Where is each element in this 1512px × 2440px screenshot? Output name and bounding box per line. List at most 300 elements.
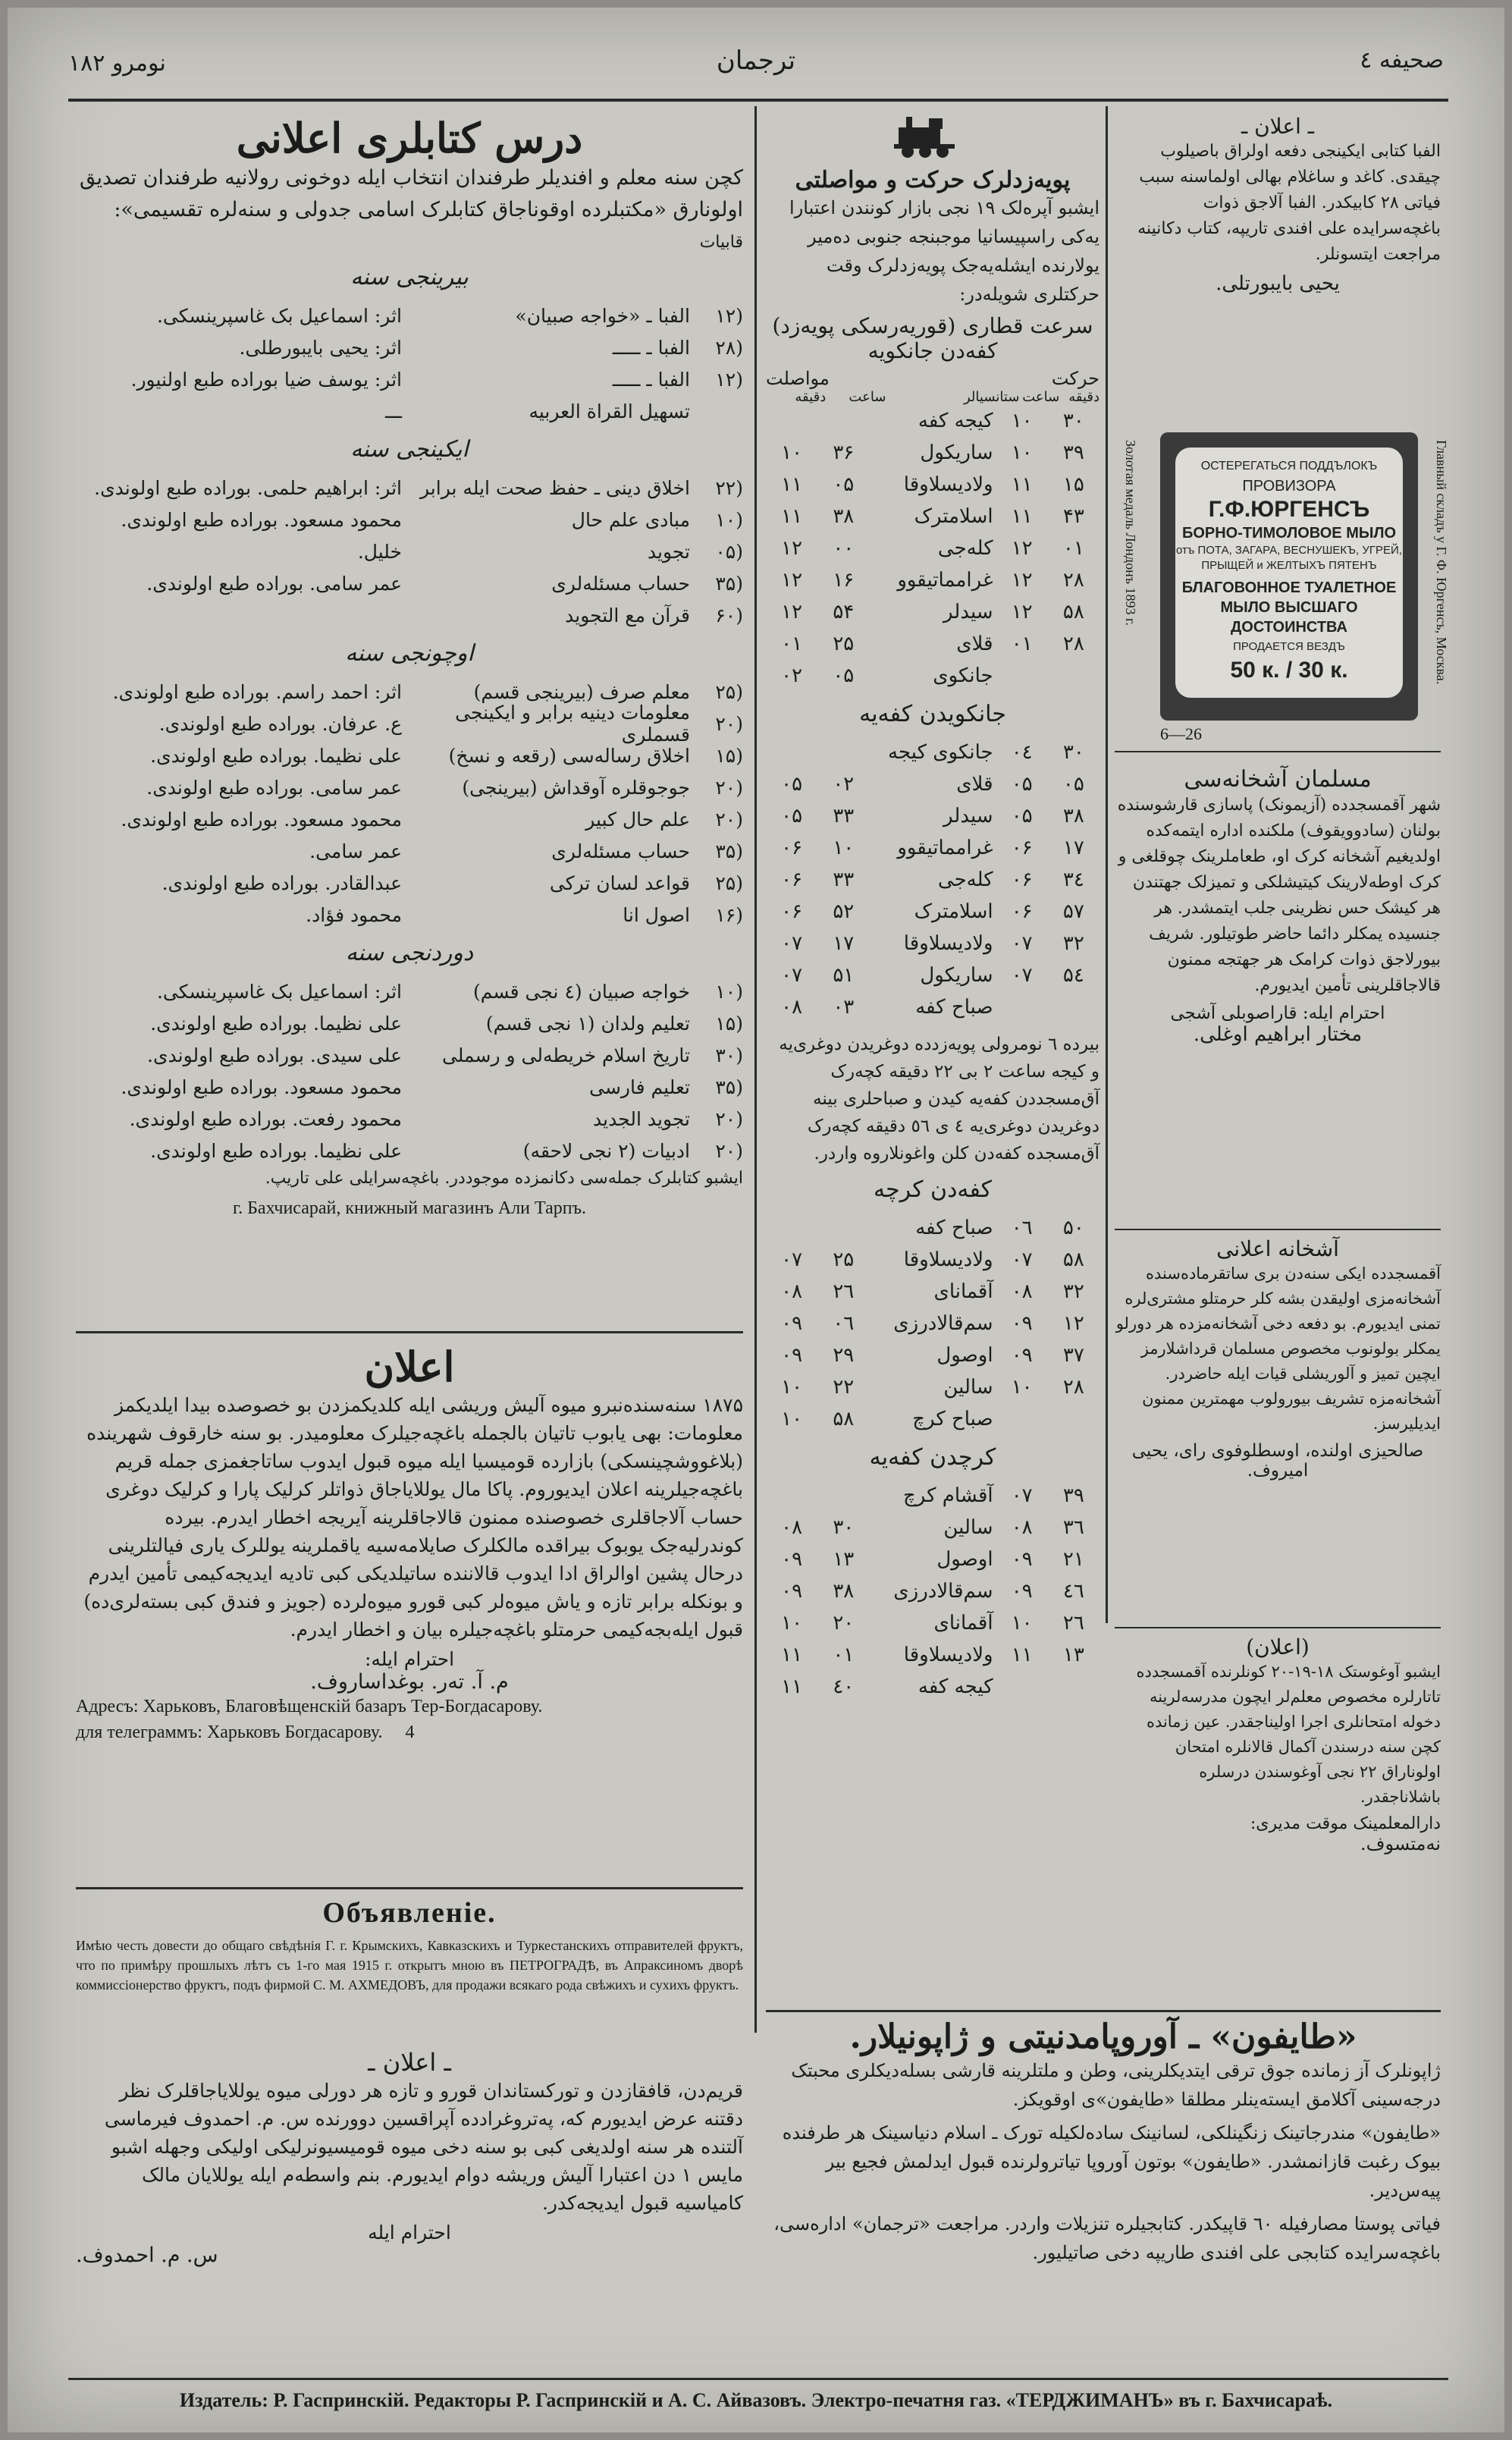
timetable-row [766,660,1099,692]
soap-advertisement [1160,432,1418,721]
station-name: ولادیسلاوقا [903,473,993,496]
year1-title: بیرینجی سنه [350,264,469,290]
time-cell: ۰۹ [1011,1312,1033,1335]
commission-ad-body: قریم‌دن، قافقازدن و تورکستاندان قورو و تازه هر دورلی میوه یوللایاجاقلرک نظر دقتنه عرض ایدیورم که، پەتروغرادده آپراقسین دوورنده س. م. احمدوف فیرماسی آلتنده هر سنه اولدیغی کبی بو سنه دخی میوه قومیسیونرلیکی اولیکی وجهله اشبو مایس ۱ دن اعتبارا آلیش وریشه دوام ایدیورم. بنم واسطه‌م ایله یوللایان مالک کامیاسیه قبول ایدیجه‌کدر. [104,2080,743,2214]
ru-announcement [76,1896,743,2001]
time-cell: ۲٦ [1062,1612,1084,1635]
departure-header: حرکت [1051,368,1099,389]
time-cell: ۳۳ [833,868,855,891]
time-cell: ۳۷ [1062,1344,1084,1367]
ru-announcement-title: Объявленіе. [322,1897,497,1929]
train-schedule-title: پویەزدلرک حرکت و مواصلتی [795,167,1071,193]
time-cell: ۵۷ [1062,900,1084,923]
list-item: تسهیل القراة العربیه ـــ [385,400,690,422]
timetable-row [766,1403,1099,1435]
commission-ad [76,2048,743,2267]
timetable-row [766,564,1099,596]
time-cell: ۵٤ [1062,964,1084,987]
station-name: غرامماتیقوو [897,837,993,859]
station-name: سم‌قالادرزی [893,1312,993,1335]
time-cell: ۱۲ [781,601,803,623]
time-cell: ۱۱ [1011,505,1033,528]
time-cell: ۰۹ [781,1312,803,1335]
timetable-row [766,959,1099,991]
timetable-row [766,1276,1099,1308]
restaurant-ad-title: آشخانه اعلانی [1216,1236,1339,1261]
time-cell: ۲۹ [833,1344,855,1367]
station-name: اوصول [936,1548,993,1571]
canteen-ad-title: مسلمان آشخانه‌سی [1184,766,1372,793]
arrival-header: مواصلت [766,368,830,389]
timetable-row [766,1607,1099,1639]
station-name: کله‌جی [937,868,993,891]
list-item: (۳۰ تاریخ اسلام خریطه‌لی و رسملی علی سیدی. بوراده طبع اولوندی. [147,1044,743,1066]
soap-side-text-right: Главный складъ у Г. Ф. Юргенсъ, Москва. [1434,440,1449,685]
canteen-ad [1115,766,1441,1046]
time-cell: ۰٦ [833,1312,855,1335]
time-cell: ۰۲ [781,664,803,687]
time-cell [817,1480,869,1512]
section-label: قابیات [699,233,743,252]
list-item: (۲۰ تجوید الجدید محمود رفعت. بوراده طبع اولوندی. [129,1107,743,1130]
time-cell: ۱۲ [1011,537,1033,560]
time-cell: ۲۲ [833,1376,855,1399]
time-cell: ۰۵ [833,473,855,496]
timetable-row [766,1480,1099,1512]
station-name: آقمانای [933,1280,993,1303]
express-train-subtitle: سرعت قطاری (قوریەرسکی پویەزد) [772,313,1093,338]
timetable-row [766,896,1099,928]
station-name: کیجه کفه [918,1675,993,1698]
timetable-row [766,991,1099,1023]
time-cell: ۱۱ [781,505,803,528]
ru-announcement-body: Имѣю честь довести до общаго свѣдѣнія Г. г. Крымскихъ, Кавказскихъ и Туркестанскихъ отправителей фруктъ, что по примѣру прошлыхъ лѣтъ съ 1-го мая 1915 г. открытъ мною въ ПЕТРОГРАДѢ, въ Апраксиномъ дворѣ коммиссіонерство фруктъ, подъ фирмой С. М. АХМЕДОВЪ, для продажи всякаго рода свѣжихъ и сухихъ фруктъ. [76,1938,743,1993]
time-cell [766,736,817,768]
time-cell [766,1480,817,1512]
time-cell: ۲۰ [833,1612,855,1635]
time-cell: ۰۷ [1011,1248,1033,1271]
time-cell [817,736,869,768]
station-name: جانکوی کیجه [888,741,993,764]
list-item: (۱۲ الفبا ـ «خواجه صبیان» اثر: اسماعیل بک غاسپرینسکی. [156,304,743,327]
time-cell: ۱۲ [1011,569,1033,592]
time-cell: ۰۷ [1011,932,1033,955]
list-item: (۳۵ تعلیم فارسی محمود مسعود. بوراده طبع اولوندی. [121,1076,743,1098]
timetable-row [766,1244,1099,1276]
timetable-col-headers: دقیقه ساعت ستانسیالر ساعت دقیقه [795,389,1099,405]
time-cell: ۲۵ [833,633,855,655]
timetable-row [766,1512,1099,1543]
fruit-ad-body: ۱۸۷۵ سنه‌سنده‌نبرو میوه آلیش وریشی ایله کلدیکمزدن بو خصوصده بیدا ایلدیکمز معلومات: بهی یابوب تاتیان بالجمله باغچه‌جیلرک معلومیدر. بو سنه خارقوف شهرینده (بلاغووشچینسکی) بازارده قومیسیا ایله میوه قبول ایدوب ساتاجغمزی جمله قریم باغچه‌جیلرینه اعلان ایدیوروم. پاکا مال یوللایاجاق ذواتلر کرلیک پارا و کرلیک دوغری حساب آلاجاقلری خصوصنده ممنون قالاجاقلرینه آیریجه اخطار ایدرم. بیرده کوندرلیه‌جک یوبوک بیراقده مالکلرک صایلامه‌سیه یاقملرینه یوللرک یاری فیالتلرینی درحال پشین اوالراق ادا ایدوب قالاننده ساتیلدیکی کبی تادیه ایدیجه‌کیمی تأمین ایدرم و بونکله برابر تازه و یاش میوه‌لر کبی قورو میوه‌لرده (جویز و فندق کبی بستەلری‌ده) قبول ایله‌بجه‌کیمی حرمتلو باغچه‌جیلره بیان و اخطار ایدرم. [83,1394,743,1641]
time-cell [766,405,817,437]
time-cell: ۱۰ [1011,1612,1033,1635]
timetable-row [766,437,1099,469]
time-cell: ۵۸ [833,1408,855,1430]
timetable-row [766,832,1099,864]
time-cell: ۰۸ [781,996,803,1019]
time-cell: ۱۰ [781,441,803,464]
section-rule [76,1887,743,1889]
section-rule [766,2010,1441,2012]
time-cell: ۰۷ [1011,1484,1033,1507]
time-cell: ۰۹ [781,1580,803,1603]
fruit-ad-name: م. آ. تەر. بوغداساروف. [310,1670,509,1694]
time-cell: ۲۸ [1062,1376,1084,1399]
list-item: (۱۵ تعلیم ولدان (۱ نجی قسم) علی نظیما. بوراده طبع اولوندی. [150,1012,743,1035]
list-item: (۲۲ اخلاق دینی ـ حفظ صحت ایله برابر اثر: ابراهیم حلمی. بوراده طبع اولوندی. [94,476,743,499]
time-cell: ۲۸ [1062,569,1084,592]
imprint-footer: Издатель: Р. Гаспринскій. Редакторы Р. Гаспринскій и А. С. Айвазовъ. Электро-печатня газ. «ТЕРДЖИМАНЪ» въ г. Бахчисараѣ. [179,2389,1333,2411]
time-cell: ۵۴ [833,601,855,623]
station-name: صباح کرچ [912,1408,993,1430]
issue-number: نومرو ۱۸۲ [68,50,166,77]
time-cell: ۳۰ [833,1516,855,1539]
alphabet-ad-body: الفبا کتابی ایکینجی دفعه اولراق باصیلوب چیقدی. کاغد و ساغلام بهالی اولماسنه سبب فیاتی ۲۸ کابیکدر. الفبا آلاجق ذوات باغچه‌سرایده علی افندی تاریپه، کتاب دکانینه مراجعت ایتسونلر. [1137,142,1441,264]
time-cell [996,660,1048,692]
station-name: غرامماتیقوو [897,569,993,592]
timetable-kerch-feodosia [766,1480,1099,1703]
soap-ad-code: 6—26 [1160,724,1202,743]
list-item: (۱۰ مبادی علم حال محمود مسعود. بوراده طبع اولوندی. [121,508,743,531]
list-item: (۲۰ علم حال کبیر محمود مسعود. بوراده طبع اولوندی. [121,808,743,831]
list-item: (۳۵ حساب مسئلەلری عمر سامی. بوراده طبع اولوندی. [146,572,743,595]
station-name: اسلامترک [914,505,993,528]
column-divider-left [754,106,757,2033]
alphabet-ad-title: ـ اعلان ـ [1241,114,1314,139]
station-name: سالین [943,1376,993,1399]
taifun-ad-body3: فیاتی پوستا مصارفیله ٦۰ قاپیکدر. کتابجیلره تنزیلات واردر. مراجعت «ترجمان» اداره‌سی، باغچه‌سرایده کتابجی علی افندی طاریپه دخی صاتیلیور. [773,2213,1441,2263]
timetable-row [766,1639,1099,1671]
soap-side-text-left: Золотая медаль Лондонъ 1893 г. [1123,440,1138,626]
station-name: ولادیسلاوقا [903,1644,993,1666]
timetable-row [766,1212,1099,1244]
timetable-row [766,736,1099,768]
route-subtitle-2: جانکویدن کفه‌یه [859,701,1006,727]
list-item: (۳۵ حساب مسئلەلری عمر سامی. [309,840,743,862]
timetable-row [766,532,1099,564]
timetable-feodosia-kerch [766,1212,1099,1435]
exam-ad-sign: دارالمعلمینک موقت مدیری: [1250,1814,1441,1833]
exam-ad [1115,1635,1441,1854]
time-cell: ۵۰ [1062,1217,1084,1239]
route-subtitle: کفه‌دن جانکویه [867,338,998,363]
route-subtitle-4: کرچدن کفه‌یه [869,1444,996,1471]
timetable-row [766,1371,1099,1403]
time-cell: ۳۸ [833,505,855,528]
time-cell: ۰۹ [1011,1580,1033,1603]
taifun-ad-body2: «طایفون» مندرجاتینک زنگینلکی، لسانینک ساده‌لکیله تورک ـ اسلام دنیاسینک هر طرفنده بیوک رغبت قازانمشدر. «طایفون» بوتون آوروپا تیاترولرنده قبول ایدلمش فجیع بیر پیەس‌دیر. [782,2122,1441,2201]
newspaper-page [8,8,1504,2432]
time-cell: ۱۱ [1011,473,1033,496]
train-schedule-intro: ایشبو آپرەلک ۱۹ نجی بازار کونندن اعتبارا یەکی راسپیسانیا موجبنجه جنوبی دەمیر یولارنده ایشله‌یه‌جک پویەزدلرک وقت حرکتلری شویله‌در: [789,197,1099,305]
time-cell: ۰۱ [1011,633,1033,655]
time-cell: ۳۲ [1062,1280,1084,1303]
locomotive-icon [891,114,959,159]
time-cell: ۰۶ [1011,837,1033,859]
route-subtitle-3: کفه‌دن کرچه [874,1176,992,1203]
exam-ad-body: ایشبو آوغوستک ۱۸-۱۹-۲۰ کونلرنده آقمسجدده تاتارلره مخصوص معلم‌لر ایچون مدرسه‌لرینه دخوله امتحانلری اجرا اولیناجقدر. عین زمانده کچن سنه درسندن آکمال قالانلره امتحان اولوناراق ۲۲ نجی آوغوسندن درسلره باشلاناجقدر. [1136,1663,1441,1806]
time-cell: ۱۰ [1011,441,1033,464]
time-cell: ۰۳ [833,996,855,1019]
station-name: کیجه کفه [918,410,993,432]
timetable-note: بیرده ٦ نومرولی پویەزدده دوغریدن دوغری‌یه و کیجه ساعت ۲ بی ۲۲ دقیقه کچه‌رک آق‌مسجددن کفه‌یه کیدن و صباحلری بینه دوغریدن دوغری‌یه ٤ ی ٥٦ دقیقه کچه‌رک آق‌مسجده کفه‌دن کلن واغونلاروه واردر. [779,1035,1099,1163]
time-cell: ۰۶ [781,900,803,923]
fruit-ad-address: Адресъ: Харьковъ, Благовѣщенскій базаръ Тер-Богдасарову. [76,1697,543,1716]
time-cell: ۱۱ [781,1644,803,1666]
time-cell: ۰٦ [1011,1217,1033,1239]
list-item: (۰۵ تجوید خلیل. [357,540,743,563]
time-cell: ۱۲ [781,537,803,560]
time-cell [1048,660,1099,692]
books-footnote: ایشبو کتابلرک جمله‌سی دکانمزده موجوددر. باغچه‌سرایلی علی تاریپ. [265,1169,743,1188]
station-name: اسلامترک [914,900,993,923]
time-cell: ۰۶ [1011,868,1033,891]
station-name: سیدلر [943,805,993,827]
time-cell [996,1671,1048,1703]
time-cell: ۰۱ [781,633,803,655]
year4-list [76,975,743,1167]
time-cell: ۱۵ [1062,473,1084,496]
time-cell: ۰۷ [781,932,803,955]
time-cell: ۲۸ [1062,633,1084,655]
time-cell: ۰۹ [781,1344,803,1367]
time-cell: ۳۳ [833,805,855,827]
page-number: صحیفه ٤ [1360,47,1444,74]
time-cell: ۳۶ [833,441,855,464]
fruit-ad-telegram: для телеграммъ: Харьковъ Богдасарову. 4 [76,1722,415,1742]
header-rule [68,99,1448,102]
year4-title: دوردنجی سنه [345,940,474,966]
time-cell: ۰۸ [781,1280,803,1303]
books-footnote-ru: г. Бахчисарай, книжный магазинъ Али Тарпъ. [233,1198,586,1218]
time-cell: ۳۰ [1062,741,1084,764]
section-rule [1115,1627,1441,1628]
station-name: اوصول [936,1344,993,1367]
list-item: (۱۲ الفبا ـ ـــــ اثر: یوسف ضیا بوراده طبع اولنیور. [130,368,743,391]
commission-ad-title: ـ اعلان ـ [368,2048,451,2077]
timetable-row [766,928,1099,959]
time-cell: ۰۷ [781,964,803,987]
time-cell: ۰۵ [781,805,803,827]
time-cell: ۱۷ [833,932,855,955]
time-cell: ۳۰ [1062,410,1084,432]
taifun-ad-title: «طایفون» ـ آوروپامدنیتی و ژاپونیلار. [849,2018,1357,2056]
time-cell: ۰۱ [1062,537,1084,560]
time-cell [1048,1403,1099,1435]
station-name: آقمانای [933,1612,993,1635]
list-item: (۲۵ قواعد لسان ترکی عبدالقادر. بوراده طبع اولوندی. [162,871,743,894]
time-cell: ۰۸ [1011,1516,1033,1539]
time-cell [996,991,1048,1023]
time-cell: ۴۳ [1062,505,1084,528]
station-name: قلای [956,633,993,655]
commission-ad-sign: احترام ایله [368,2222,451,2244]
time-cell: ۳۹ [1062,441,1084,464]
fruit-ad-sign: احترام ایله: [364,1648,455,1670]
timetable-row [766,1339,1099,1371]
year3-title: اوچونجی سنه [345,640,474,667]
middle-column [766,167,1099,1703]
time-cell: ۱۷ [1062,837,1084,859]
timetable-row [766,501,1099,532]
year2-title: ایکینجی سنه [350,436,469,463]
soap-label: ОСТЕРЕГАТЬСЯ ПОДДЪЛОКЪ ПРОВИЗОРА Г.Ф.ЮРГЕНСЪ БОРНО-ТИМОЛОВОЕ МЫЛО отъ ПОТА, ЗАГАРА, ВЕСНУШЕКЪ, УГРЕЙ, ПРЫЩЕЙ и ЖЕЛТЫХЪ ПЯТЕНЪ БЛАГОВОННОЕ ТУАЛЕТНОЕ МЫЛО ВЫСШАГО ДОСТОИНСТВА ПРОДАЕТСЯ ВЕЗДЪ 50 к. / 30 к. [1175,447,1403,698]
timetable-row [766,1575,1099,1607]
section-rule [76,1331,743,1333]
time-cell: ۰۸ [1011,1280,1033,1303]
station-name: صباح کفه [915,1217,993,1239]
timetable-row [766,1671,1099,1703]
books-ad-intro: کچن سنه معلم و افندیلر طرفندان انتخاب ایله دوخونی رولانیه طرفندان تصدیق اولونارق «مکتبلرده اوقوناجاق کتابلرک اسامی جدولی و سنه‌لره تقسیمی»: [79,166,743,221]
time-cell [1048,991,1099,1023]
station-name: ساریکول [920,441,993,464]
list-item: (۲۰ جوجوقلره آوقداش (بیرینجی) عمر سامی. بوراده طبع اولوندی. [146,776,743,799]
timetable-headers [766,368,1099,389]
time-cell: ۱۲ [1062,1312,1084,1335]
time-cell: ۰۸ [781,1516,803,1539]
masthead-title: ترجمان [716,46,796,76]
station-name: آقشام کرچ [902,1484,993,1507]
list-item: (۲۰ معلومات دینیه برابر و ایکینجی قسملری ع. عرفان. بوراده طبع اولوندی. [158,702,743,746]
footer-rule [68,2378,1448,2380]
station-name: سیدلر [943,601,993,623]
timetable-row [766,768,1099,800]
time-cell: ۰۰ [833,537,855,560]
restaurant-ad-body: آقمسجدده ایکی سنه‌دن بری ساتقرماده‌سنده آشخانه‌مزی اولیقدن بشه کلر حرمتلو مشتری‌لره تمنی ایدیورم. بو دفعه دخی آشخانه‌مزده هر دورلو یمکلر بولونوب مخصوص مسلمان قرداشلارمز ایچین تمیز و آلوریشلی قیات ایله حاضردر. آشخانه‌مزه تشریف بیورولوب مهمترین ممنون ایدیلیرسز. [1115,1264,1441,1433]
time-cell: ۱۳ [1062,1644,1084,1666]
time-cell: ۱۰ [781,1376,803,1399]
time-cell: ۳۸ [1062,805,1084,827]
time-cell: ۰۹ [1011,1344,1033,1367]
timetable-feodosia-dzhankoy [766,405,1099,692]
list-item: (۶۰ قرآن مع التجوید [565,604,743,626]
list-item: (۱۵ اخلاق رساله‌سی (رقعه و نسخ) علی نظیما. بوراده طبع اولوندی. [150,744,743,767]
station-name: ساریکول [920,964,993,987]
restaurant-ad [1115,1236,1441,1481]
time-cell: ۱۰ [781,1612,803,1635]
timetable-row [766,469,1099,501]
time-cell: ٤٦ [1062,1580,1084,1603]
time-cell: ۲۵ [833,1248,855,1271]
time-cell: ۳۲ [1062,932,1084,955]
timetable-row [766,1543,1099,1575]
page-header [68,38,1444,99]
soap-price: 50 к. / 30 к. [1230,658,1348,683]
fruit-ad-number: 4 [405,1722,415,1742]
station-name: کله‌جی [937,537,993,560]
time-cell: ۵۲ [833,900,855,923]
exam-ad-name: نەمتسوف. [1360,1833,1441,1854]
station-name: سالین [943,1516,993,1539]
time-cell: ۳٤ [1062,868,1084,891]
list-item: (۲۵ معلم صرف (بیرینجی قسم) اثر: احمد راسم. بوراده طبع اولوندی. [112,680,743,703]
station-name: جانکوی [933,664,993,687]
station-name: ولادیسلاوقا [903,1248,993,1271]
time-cell [766,1212,817,1244]
section-rule [1115,1229,1441,1230]
time-cell: ۲۱ [1062,1548,1084,1571]
exam-ad-title: (اعلان) [1246,1635,1310,1660]
soap-brand: Г.Ф.ЮРГЕНСЪ [1208,497,1370,522]
right-column-top [1115,114,1441,295]
time-cell: ۵۱ [833,964,855,987]
time-cell: ۳۸ [833,1580,855,1603]
year2-list [76,472,743,631]
list-item: (۱۶ اصول انا محمود فؤاد. [306,903,743,926]
time-cell: ۱۱ [781,473,803,496]
year1-list [76,300,743,427]
time-cell [817,405,869,437]
timetable-dzhankoy-feodosia [766,736,1099,1023]
time-cell: ۱۱ [781,1675,803,1698]
list-item: (۱۰ خواجه صبیان (٤ نجی قسم) اثر: اسماعیل بک غاسپرینسکی. [156,980,743,1003]
time-cell: ۰۶ [1011,900,1033,923]
time-cell: ۰۷ [1011,964,1033,987]
timetable-row [766,596,1099,628]
timetable-row [766,628,1099,660]
timetable-row [766,1308,1099,1339]
time-cell: ۵۸ [1062,601,1084,623]
time-cell: ۰۲ [833,773,855,796]
time-cell: ۰۵ [1011,773,1033,796]
time-cell [1048,1671,1099,1703]
time-cell: ۰۵ [833,664,855,687]
time-cell: ۰۶ [781,837,803,859]
time-cell: ۰۶ [781,868,803,891]
time-cell: ۰۵ [1062,773,1084,796]
time-cell: ۰۱ [833,1644,855,1666]
time-cell: ۰۹ [781,1548,803,1571]
time-cell: ۱۶ [833,569,855,592]
time-cell: ۱۲ [1011,601,1033,623]
time-cell: ۱۰ [781,1408,803,1430]
time-cell: ۱۰ [833,837,855,859]
canteen-ad-name: مختار ابراهیم اوغلی. [1193,1023,1363,1046]
section-rule [1115,751,1441,752]
timetable-row [766,864,1099,896]
taifun-ad-body1: ژاپونلرک آز زمانده جوق ترقی ایتدیکلرینی، وطن و ملتلرینه قارشی بسله‌دیکلری محبتک درجه‌سینی آکلامق ایسته‌ینلر مطلقا «طایفون»ی اوقویکز. [791,2060,1441,2110]
station-name: قلای [956,773,993,796]
time-cell: ۱۰ [1011,410,1033,432]
time-cell: ۰٤ [1011,741,1033,764]
station-name: سم‌قالادرزی [893,1580,993,1603]
list-item: (۲۸ الفبا ـ ـــــ اثر: یحیی بایبورطلی. [239,336,743,359]
time-cell: ۱۳ [833,1548,855,1571]
station-name: صباح کفه [915,996,993,1019]
time-cell: ۰۷ [781,1248,803,1271]
time-cell: ٤۰ [833,1675,855,1698]
time-cell: ۰۵ [1011,805,1033,827]
station-name: ولادیسلاوقا [903,932,993,955]
time-cell [996,1403,1048,1435]
timetable-row [766,405,1099,437]
restaurant-ad-names: صالحیزی اولنده، اوسطلوفوی رای، یحیی امیروف. [1131,1441,1424,1481]
list-item: (۲۰ ادبیات (۲ نجی لاحقه) علی نظیما. بوراده طبع اولوندی. [150,1139,743,1162]
time-cell: ۰۹ [1011,1548,1033,1571]
time-cell: ۱۲ [781,569,803,592]
time-cell: ۱۰ [1011,1376,1033,1399]
commission-ad-name: س. م. احمدوف. [76,2244,218,2267]
timetable-row [766,800,1099,832]
time-cell: ۱۱ [1011,1644,1033,1666]
year3-list [76,676,743,931]
time-cell: ۰۵ [781,773,803,796]
canteen-ad-body: شهر آقمسجدده (آزیمونک) پاسازی قارشوسنده بولنان (سادوویقوف) ملکنده اداره ایتمه‌کده اولدیغیم آشخانه کرک او، طعاملرینک چوقلغی و کرک اوطه‌لارینک کیتیشلکی و تمیزلک جهتندن هر کیشک حس نظرینی جلب ایتمشدر. هر جنسیده یمکلر دائما حاضر طوتیلور. شریف بیورلاجق ذوات کرامک هر جهتجه ممنون قالاجاقلرینی تأمین ایدیورم. [1117,796,1441,995]
books-ad-title: درس کتابلری اعلانی [236,114,583,162]
canteen-ad-sign: احترام ایله: قاراصوبلی آشجی [1170,1003,1385,1023]
alphabet-ad-sign: یحیی بایبورتلی. [1216,272,1340,295]
time-cell: ۲٦ [833,1280,855,1303]
